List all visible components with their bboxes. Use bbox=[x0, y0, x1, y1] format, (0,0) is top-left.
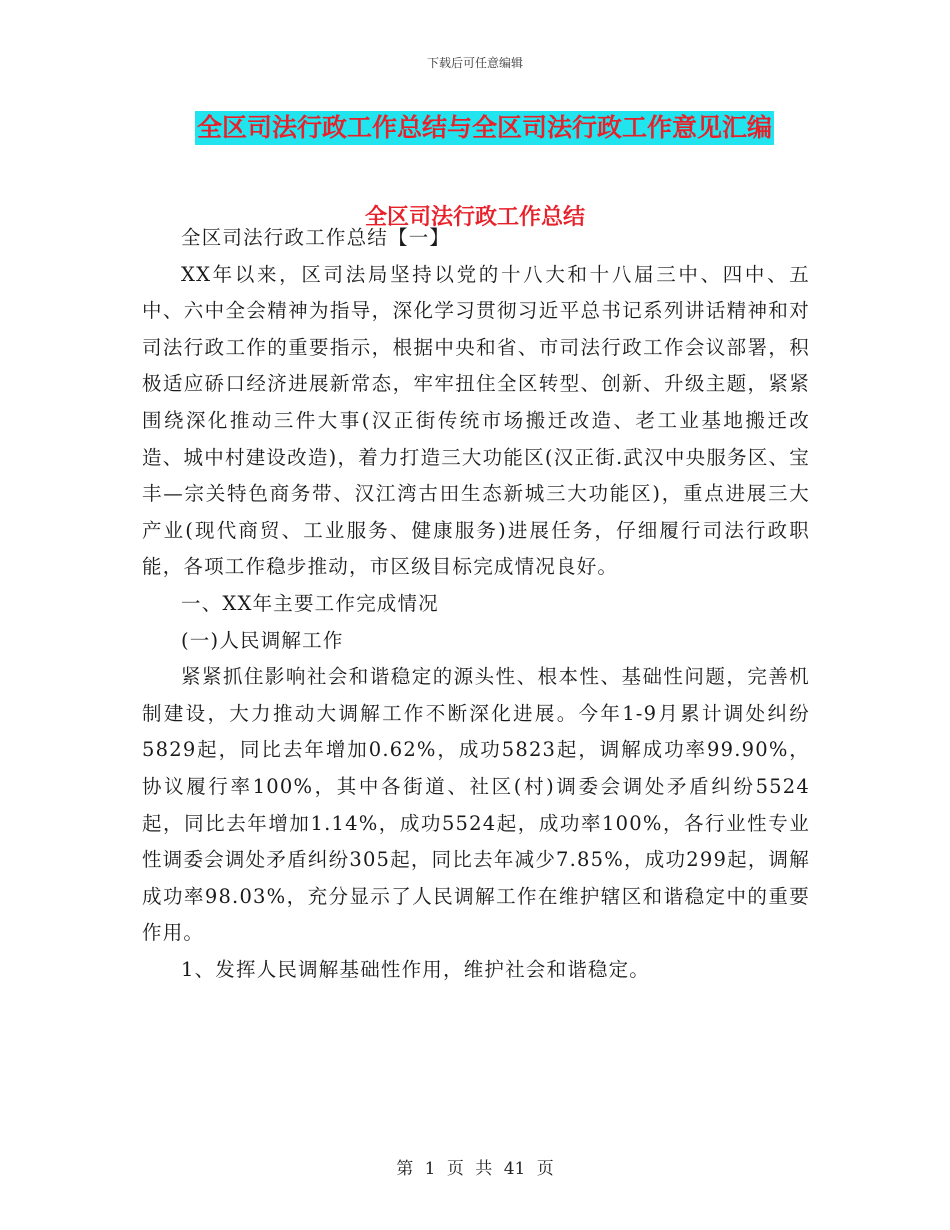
section-title: 全区司法行政工作总结 bbox=[364, 205, 585, 230]
paragraph-mediation: 紧紧抓住影响社会和谐稳定的源头性、根本性、基础性问题，完善机制建设，大力推动大调解工作不断深化进展。今年1-9月累计调处纠纷5829起，同比去年增加0.62%，成功5823起，调解成功率99.90%，协议履行率100%，其中各街道、社区(村)调委会调处矛盾纠纷5524起，同比去年增加1.14%，成功5524起，成功率100%，各行业性专业性调委会调处矛盾纠纷305起，同比去年减少7.85%，成功299起，调解成功率98.03%，充分显示了人民调解工作在维护辖区和谐稳定中的重要作用。 bbox=[142, 665, 810, 945]
subheading-part-one: 全区司法行政工作总结【一】 bbox=[181, 226, 451, 249]
header-note: 下载后可任意编辑 bbox=[426, 56, 523, 70]
document-body bbox=[142, 220, 810, 988]
page-footer: 第 1 页 共 41 页 bbox=[396, 1159, 554, 1179]
paragraph-intro: XX年以来，区司法局坚持以党的十八大和十八届三中、四中、五中、六中全会精神为指导，深化学习贯彻习近平总书记系列讲话精神和对司法行政工作的重要指示，根据中央和省、市司法行政工作会议部署，积极适应硚口经济进展新常态，牢牢扭住全区转型、创新、升级主题，紧紧围绕深化推动三件大事(汉正街传统市场搬迁改造、老工业基地搬迁改造、城中村建设改造)，着力打造三大功能区(汉正街.武汉中央服务区、宝丰—宗关特色商务带、汉江湾古田生态新城三大功能区)，重点进展三大产业(现代商贸、工业服务、健康服务)进展任务，仔细履行司法行政职能，各项工作稳步推动，市区级目标完成情况良好。 bbox=[142, 262, 810, 579]
heading-main-work: 一、XX年主要工作完成情况 bbox=[181, 591, 439, 615]
heading-item-1: 1、发挥人民调解基础性作用，维护社会和谐稳定。 bbox=[181, 957, 651, 981]
document-title: 全区司法行政工作总结与全区司法行政工作意见汇编 bbox=[195, 111, 774, 145]
heading-mediation: (一)人民调解工作 bbox=[181, 628, 344, 652]
